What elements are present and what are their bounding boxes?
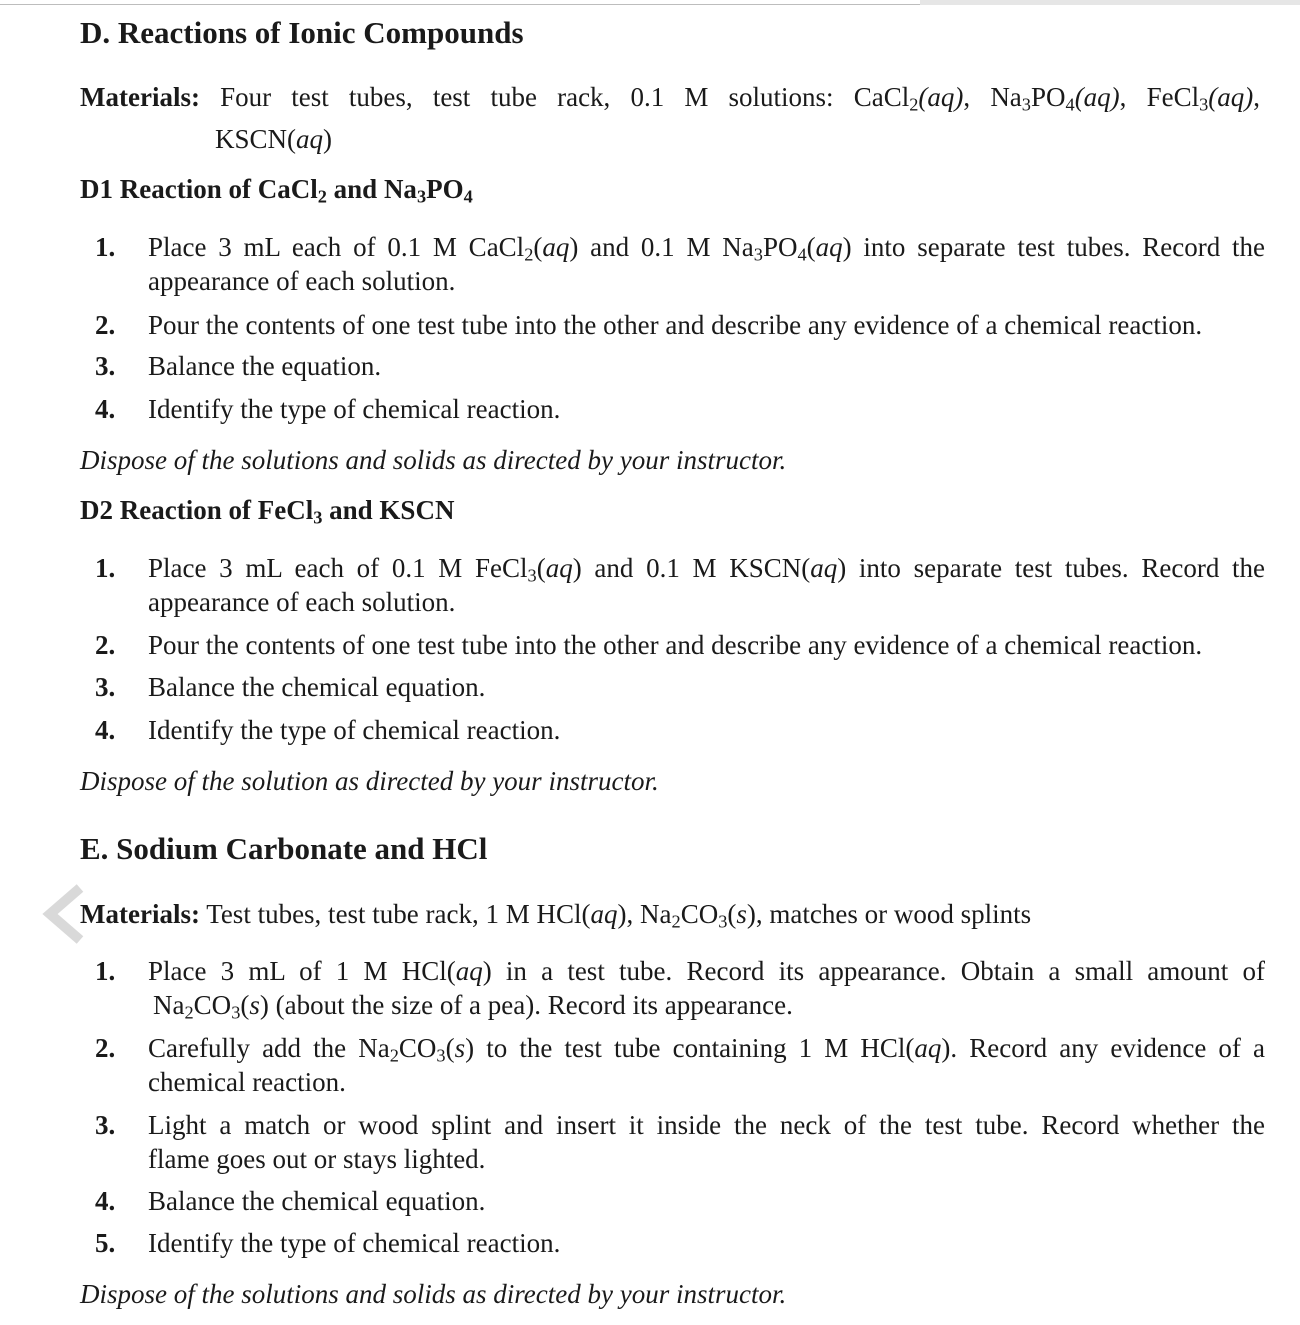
e-step-1: 1. Place 3 mL of 1 M HCl(aq) in a test tube. Record its appearance. Obtain a small amount of $Na_2CO_3(s)$ (about the size of a pea). Record its appearance. [95, 956, 1265, 1023]
materials-label: Materials: [80, 82, 200, 112]
section-e-title: E. Sodium Carbonate and HCl [80, 831, 488, 866]
top-bar-edge [920, 0, 1300, 5]
d1-step-1: 1. Place 3 mL each of 0.1 M CaCl$_2$(aq) and 0.1 M $Na_3PO_4(aq)$ into separate test tubes. Record the appearance of each solution. [95, 232, 1265, 296]
d2-title: D2 Reaction of FeCl$_3$ and KSCN [80, 495, 455, 528]
section-e-materials: Materials: Test tubes, test tube rack, 1 M HCl(aq), $Na_2CO_3(s)$, matches or wood splints [80, 899, 1032, 932]
d1-title: D1 Reaction of CaCl$_2$ and $Na_3PO_4$ [80, 174, 473, 207]
e-dispose-note: Dispose of the solutions and solids as directed by your instructor. [80, 1279, 787, 1309]
d1-dispose-note: Dispose of the solutions and solids as directed by your instructor. [80, 445, 787, 475]
d2-dispose-note: Dispose of the solution as directed by your instructor. [80, 766, 659, 796]
top-divider [0, 4, 920, 5]
section-d-materials: Materials: Four test tubes, test tube rack, 0.1 M solutions: CaCl$_2$(aq), $Na_3PO_4(aq)$, FeCl$_3$(aq), [80, 82, 1261, 115]
section-d-title: D. Reactions of Ionic Compounds [80, 15, 524, 50]
e-step-2: 2. Carefully add the $Na_2CO_3(s)$ to the test tube containing 1 M HCl(aq). Record any evidence of a chemical reaction. [95, 1033, 1265, 1097]
e-step-3: 3. Light a match or wood splint and insert it inside the neck of the test tube. Record whether the flame goes out or stays lighted. [95, 1110, 1265, 1174]
d2-step-1: 1. Place 3 mL each of 0.1 M FeCl$_3$(aq) and 0.1 M KSCN(aq) into separate test tubes. Record the appearance of each solution. [95, 553, 1266, 617]
materials-line2: KSCN(aq) [215, 124, 333, 154]
